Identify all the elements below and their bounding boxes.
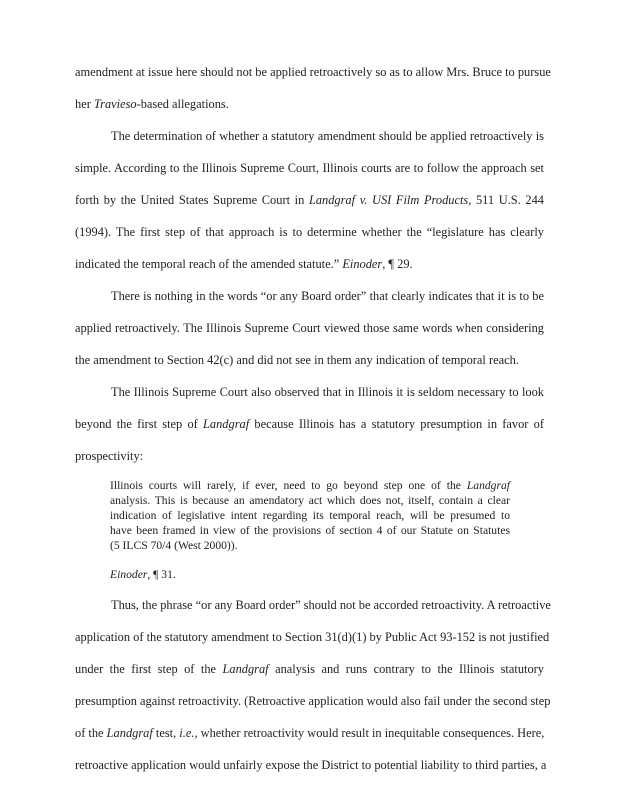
- block-quote-line-2: analysis. This is because an amendatory act which does not, itself, contain a clear: [110, 494, 510, 507]
- paragraph-3-line-2: applied retroactively. The Illinois Supreme Court viewed those same words when considering: [75, 321, 544, 335]
- paragraph-1-line-1: amendment at issue here should not be applied retroactively so as to allow Mrs. Bruce to pursue: [75, 65, 551, 79]
- paragraph-2-line-3: forth by the United States Supreme Court in Landgraf v. USI Film Products, 511 U.S. 244: [75, 193, 545, 207]
- block-quote-line-5: (5 ILCS 70/4 (West 2000)).: [110, 539, 238, 552]
- paragraph-5-line-5: of the Landgraf test, i.e., whether retroactivity would result in inequitable consequences. Here,: [75, 726, 545, 740]
- block-quote-line-4: have been framed in view of the provisions of section 4 of our Statute on Statutes: [110, 524, 510, 537]
- case-name: Landgraf: [203, 417, 250, 431]
- paragraph-2-line-1: The determination of whether a statutory amendment should be applied retroactively is: [111, 129, 544, 143]
- block-quote-citation: Einoder, ¶ 31.: [110, 568, 176, 581]
- paragraph-1-line-2: her Travieso-based allegations.: [75, 97, 229, 111]
- paragraph-2-line-5: indicated the temporal reach of the amended statute.” Einoder, ¶ 29.: [75, 257, 413, 271]
- paragraph-5-line-2: application of the statutory amendment to Section 31(d)(1) by Public Act 93-152 is not justified: [75, 630, 550, 644]
- case-name: Landgraf: [466, 479, 510, 492]
- paragraph-5-line-3: under the first step of the Landgraf analysis and runs contrary to the Illinois statutory: [75, 662, 544, 676]
- case-name: Landgraf v. USI Film Products: [308, 193, 469, 207]
- paragraph-3-line-1: There is nothing in the words “or any Board order” that clearly indicates that it is to be: [111, 289, 544, 303]
- case-name: Landgraf: [106, 726, 153, 740]
- latin-abbreviation: i.e.: [179, 726, 195, 740]
- case-name: Travieso: [93, 97, 137, 111]
- paragraph-5-line-6: retroactive application would unfairly expose the District to potential liability to third parties, a: [75, 758, 547, 772]
- case-name: Einoder: [342, 257, 383, 271]
- case-name: Landgraf: [222, 662, 269, 676]
- paragraph-5-line-4: presumption against retroactivity. (Retroactive application would also fail under the second step: [75, 694, 551, 708]
- paragraph-3-line-3: the amendment to Section 42(c) and did not see in them any indication of temporal reach.: [75, 353, 519, 367]
- paragraph-4-line-2: beyond the first step of Landgraf because Illinois has a statutory presumption in favor of: [75, 417, 544, 431]
- case-name: Einoder: [110, 568, 148, 581]
- block-quote-line-1: Illinois courts will rarely, if ever, need to go beyond step one of the Landgraf: [110, 479, 510, 492]
- paragraph-5-line-1: Thus, the phrase “or any Board order” should not be accorded retroactivity. A retroactive: [111, 598, 551, 612]
- paragraph-2-line-4: (1994). The first step of that approach is to determine whether the “legislature has clearly: [75, 225, 544, 239]
- block-quote-line-3: indication of legislative intent regarding its temporal reach, will be presumed to: [110, 509, 510, 522]
- paragraph-4-line-1: The Illinois Supreme Court also observed that in Illinois it is seldom necessary to look: [111, 385, 544, 399]
- paragraph-4-line-3: prospectivity:: [75, 449, 144, 463]
- paragraph-2-line-2: simple. According to the Illinois Supreme Court, Illinois courts are to follow the approach set: [75, 161, 544, 175]
